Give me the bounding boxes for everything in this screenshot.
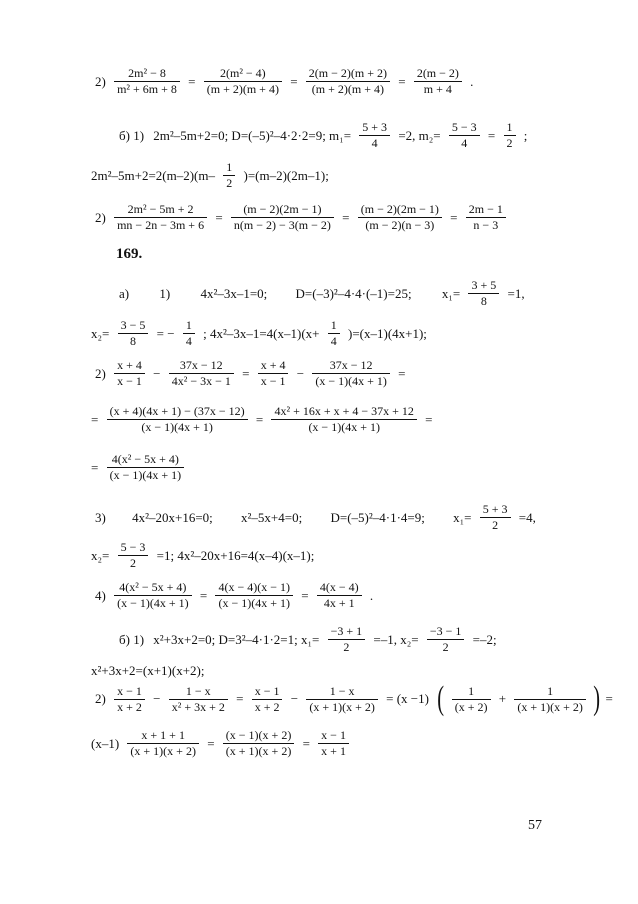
fraction: $\frac{37x - 12}{\text{4x² − 3x − 1}}$ [169, 358, 234, 389]
p169-line-6 [92, 502, 539, 533]
fraction: $\frac{\text{4(x² − 5x + 4)}}{(x - 1)(4x + 1)}$ [107, 452, 185, 483]
fraction: $\frac{\text{2(m² − 4)}}{(m + 2)(m + 4)}$ [204, 66, 282, 97]
fraction: $\frac{4(x - 4)(x - 1)}{(x - 1)(4x + 1)}$ [215, 580, 293, 611]
top-line-4: 2) $\frac{\text{2m² − 5m + 2}}{mn - 2n - 3m + 6}$ = $\frac{(m - 2)(2m - 1)}{n(m - 2) - 3(m - 2)}$ = $\frac{(m - 2)(2m - 1)}{(m - 2)(n - 3)}$ = $\frac{2m - 1}{n - 3}$ [92, 202, 508, 233]
p169-line-2 [88, 318, 430, 349]
fraction: $\frac{5 - 3}{4}$ [449, 120, 480, 151]
fraction: $\frac{1}{2}$ [223, 160, 235, 191]
fraction: $\frac{1}{2}$ [504, 120, 516, 151]
fraction: $\frac{3 - 5}{8}$ [118, 318, 149, 349]
p169-line-1 [116, 278, 528, 309]
item-label: 2) [95, 691, 106, 706]
equation-text: x₁= [441, 285, 461, 301]
fraction: $\frac{(x + 4)(4x + 1) - (37x - 12)}{(x - 1)(4x + 1)}$ [107, 404, 248, 435]
fraction: $\frac{5 + 3}{4}$ [359, 120, 390, 151]
equation-text: 2m²–5m+2=2(m–2)(m– [91, 167, 215, 183]
p169-line-11: 2) $\frac{x - 1}{x + 2}$ − $\frac{1 - x}{\text{x² + 3x + 2}}$ = $\frac{x - 1}{x + 2}$ − $\frac{1 - x}{(x + 1)(x + 2)}$ = (x −1) ( $\frac{1}{(x + 2)}$ + $\frac{1}{(x + 1)(x + 2)}$ ) = [95, 680, 613, 717]
fraction: $\frac{x - 1}{x + 2}$ [252, 684, 283, 715]
item-label: 4) [95, 587, 106, 603]
fraction: $\frac{1}{4}$ [183, 318, 195, 349]
equation-text: =–1, x₂= [373, 631, 419, 647]
equation-text: =4, [518, 509, 536, 525]
p169-line-9 [116, 624, 500, 655]
p169-line-3: 2) $\frac{x + 4}{x - 1}$ − $\frac{37x - 12}{\text{4x² − 3x − 1}}$ = $\frac{x + 4}{x - 1}$ − $\frac{37x - 12}{(x - 1)(4x + 1)}$ = [95, 358, 406, 388]
punctuation: ; [523, 127, 528, 143]
equation-text: (x–1) [91, 735, 120, 751]
fraction: $\frac{x - 1}{x + 1}$ [318, 728, 349, 759]
equation-text: x²+3x+2=(x+1)(x+2); [91, 663, 205, 679]
equation-text: 2m²–5m+2=0; D=(–5)²–4·2·2=9; m₁= [153, 127, 352, 143]
top-line-2 [116, 120, 530, 151]
fraction: $\frac{\text{2m² − 5m + 2}}{mn - 2n - 3m + 6}$ [114, 202, 207, 233]
page-number: 57 [528, 818, 542, 833]
fraction: $\frac{4(x - 4)}{4x + 1}$ [317, 580, 362, 611]
equation-text: x²–5x+4=0; [241, 509, 303, 525]
equals-sign: = [487, 127, 496, 143]
item-label: 3) [95, 509, 106, 525]
fraction: $\frac{3 + 5}{8}$ [468, 278, 499, 309]
p169-line-5: = $\frac{\text{4(x² − 5x + 4)}}{(x - 1)(4x + 1)}$ [88, 452, 186, 483]
equation-text: =1; 4x²–20x+16=4(x–4)(x–1); [156, 547, 315, 563]
item-label: б) 1) [119, 631, 145, 647]
p169-line-7 [88, 540, 317, 571]
fraction: $\frac{(x - 1)(x + 2)}{(x + 1)(x + 2)}$ [223, 728, 295, 759]
fraction: $\frac{1 - x}{\text{x² + 3x + 2}}$ [169, 684, 228, 715]
fraction: $\frac{2(m - 2)}{m + 4}$ [414, 66, 462, 97]
item-label: 1) [159, 285, 171, 301]
equation-text: = − [156, 325, 175, 341]
equation-text: 4x²–20x+16=0; [132, 509, 213, 525]
fraction: $\frac{1}{(x + 1)(x + 2)}$ [514, 684, 586, 715]
fraction: $\frac{x + 4}{x - 1}$ [114, 358, 145, 389]
item-label: 2) [95, 209, 106, 225]
fraction: $\frac{2(m - 2)(m + 2)}{(m + 2)(m + 4)}$ [306, 66, 390, 97]
item-label: 2) [95, 365, 106, 381]
fraction: $\frac{x + 1 + 1}{(x + 1)(x + 2)}$ [127, 728, 199, 759]
fraction: $\frac{\text{2m² − 8}}{\text{m² + 6m + 8}}$ [114, 66, 180, 97]
fraction: $\frac{(m - 2)(2m - 1)}{n(m - 2) - 3(m - 2)}$ [231, 202, 334, 233]
fraction: $\frac{37x - 12}{(x - 1)(4x + 1)}$ [312, 358, 390, 389]
fraction: $\frac{1 - x}{(x + 1)(x + 2)}$ [306, 684, 378, 715]
p169-line-8: 4) $\frac{\text{4(x² − 5x + 4)}}{(x - 1)(4x + 1)}$ = $\frac{4(x - 4)(x - 1)}{(x - 1)(4x + 1)}$ = $\frac{4(x - 4)}{4x + 1}$ . [95, 580, 374, 610]
equation-text: D=(–5)²–4·1·4=9; [330, 509, 425, 525]
fraction: $\frac{x + 4}{x - 1}$ [258, 358, 289, 389]
top-line-3 [88, 160, 332, 191]
p169-line-12: (x–1) $\frac{x + 1 + 1}{(x + 1)(x + 2)}$ = $\frac{(x - 1)(x + 2)}{(x + 1)(x + 2)}$ = $\frac{x - 1}{x + 1}$ [88, 728, 351, 759]
equation-text: x²+3x+2=0; D=3²–4·1·2=1; x₁= [153, 631, 320, 647]
fraction: $\frac{5 - 3}{2}$ [118, 540, 149, 571]
equation-text: )=(x–1)(4x+1); [348, 325, 427, 341]
fraction: $\frac{2m - 1}{n - 3}$ [466, 202, 506, 233]
fraction: $\frac{x - 1}{x + 2}$ [114, 684, 145, 715]
item-label: 2) [95, 73, 106, 89]
fraction: $\frac{\text{4(x² − 5x + 4)}}{(x - 1)(4x + 1)}$ [114, 580, 192, 611]
equation-text: =1, [507, 285, 525, 301]
fraction: $\frac{(m - 2)(2m - 1)}{(m - 2)(n - 3)}$ [358, 202, 442, 233]
equation-text: 4x²–3x–1=0; [200, 285, 268, 301]
equation-text: = (x −1) [386, 691, 429, 706]
fraction: $\frac{\text{4x² + 16x + x + 4 − 37x + 12}}{(x - 1)(4x + 1)}$ [271, 404, 416, 435]
equation-text: x₂= [91, 325, 110, 341]
equation-text: D=(–3)²–4·4·(–1)=25; [295, 285, 412, 301]
fraction: $\frac{1}{4}$ [328, 318, 340, 349]
top-line-1: 2) $\frac{\text{2m² − 8}}{\text{m² + 6m + 8}}$ = $\frac{\text{2(m² − 4)}}{(m + 2)(m + 4)}$ = $\frac{2(m - 2)(m + 2)}{(m + 2)(m + 4)}$ = $\frac{2(m - 2)}{m + 4}$ . [95, 66, 474, 96]
fraction: $\frac{1}{(x + 2)}$ [452, 684, 491, 715]
fraction: $\frac{5 + 3}{2}$ [480, 502, 511, 533]
fraction: $\frac{-3 - 1}{2}$ [427, 624, 465, 655]
equation-text: ; 4x²–3x–1=4(x–1)(x+ [203, 325, 320, 341]
p169-line-10 [88, 662, 207, 679]
equation-text: x₁= [453, 509, 472, 525]
equation-text: x₂= [91, 547, 110, 563]
item-label: а) [119, 285, 130, 301]
equation-text: =2, m₂= [398, 127, 441, 143]
problem-number: 169. [116, 246, 143, 262]
p169-line-4: = $\frac{(x + 4)(4x + 1) - (37x - 12)}{(x - 1)(4x + 1)}$ = $\frac{\text{4x² + 16x + x + 4 − 37x + 12}}{(x - 1)(4x + 1)}$ = [91, 404, 433, 434]
fraction: $\frac{-3 + 1}{2}$ [328, 624, 366, 655]
equation-text: =–2; [472, 631, 497, 647]
item-label: б) 1) [119, 127, 145, 143]
equation-text: )=(m–2)(2m–1); [243, 167, 329, 183]
